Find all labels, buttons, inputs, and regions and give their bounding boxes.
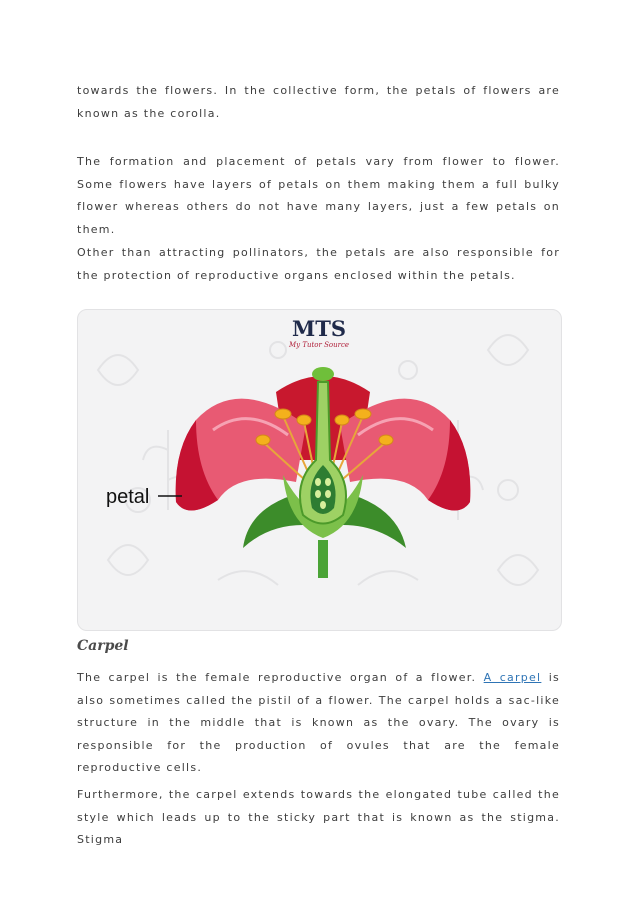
- stigma: [312, 367, 334, 381]
- carpel-link[interactable]: A carpel: [483, 671, 542, 684]
- paragraph-carpel: [77, 667, 560, 780]
- carpel-text-before: The carpel is the female reproductive organ of a flower.: [77, 671, 484, 684]
- paragraph-petal-formation: The formation and placement of petals vary from flower to flower. Some flowers have layers of petals on them making them a full bulky flower whereas others do not have many layers, just a few petals on them.: [77, 155, 560, 236]
- petal-label: petal: [106, 486, 150, 508]
- carpel-text-after: is also sometimes called the pistil of a flower. The carpel holds a sac-like structure in the middle that is known as the ovary. The ovary is responsible for the production of ovules that are the female reproductive cells.: [77, 671, 560, 774]
- logo-subtitle: My Tutor Source: [288, 341, 350, 349]
- flower-illustration: [78, 310, 561, 630]
- paragraph-petal-protection: Other than attracting pollinators, the petals are also responsible for the protection of reproductive organs enclosed within the petals.: [77, 246, 560, 282]
- stem: [318, 540, 328, 578]
- paragraph-corolla: towards the flowers. In the collective form, the petals of flowers are known as the corolla.: [77, 84, 560, 120]
- flower-diagram: [77, 309, 562, 631]
- section-heading-carpel: Carpel: [77, 638, 129, 654]
- logo-text: MTS: [291, 316, 347, 341]
- paragraph-style-stigma: Furthermore, the carpel extends towards the elongated tube called the style which leads up to the sticky part that is known as the stigma. Stigma: [77, 788, 560, 846]
